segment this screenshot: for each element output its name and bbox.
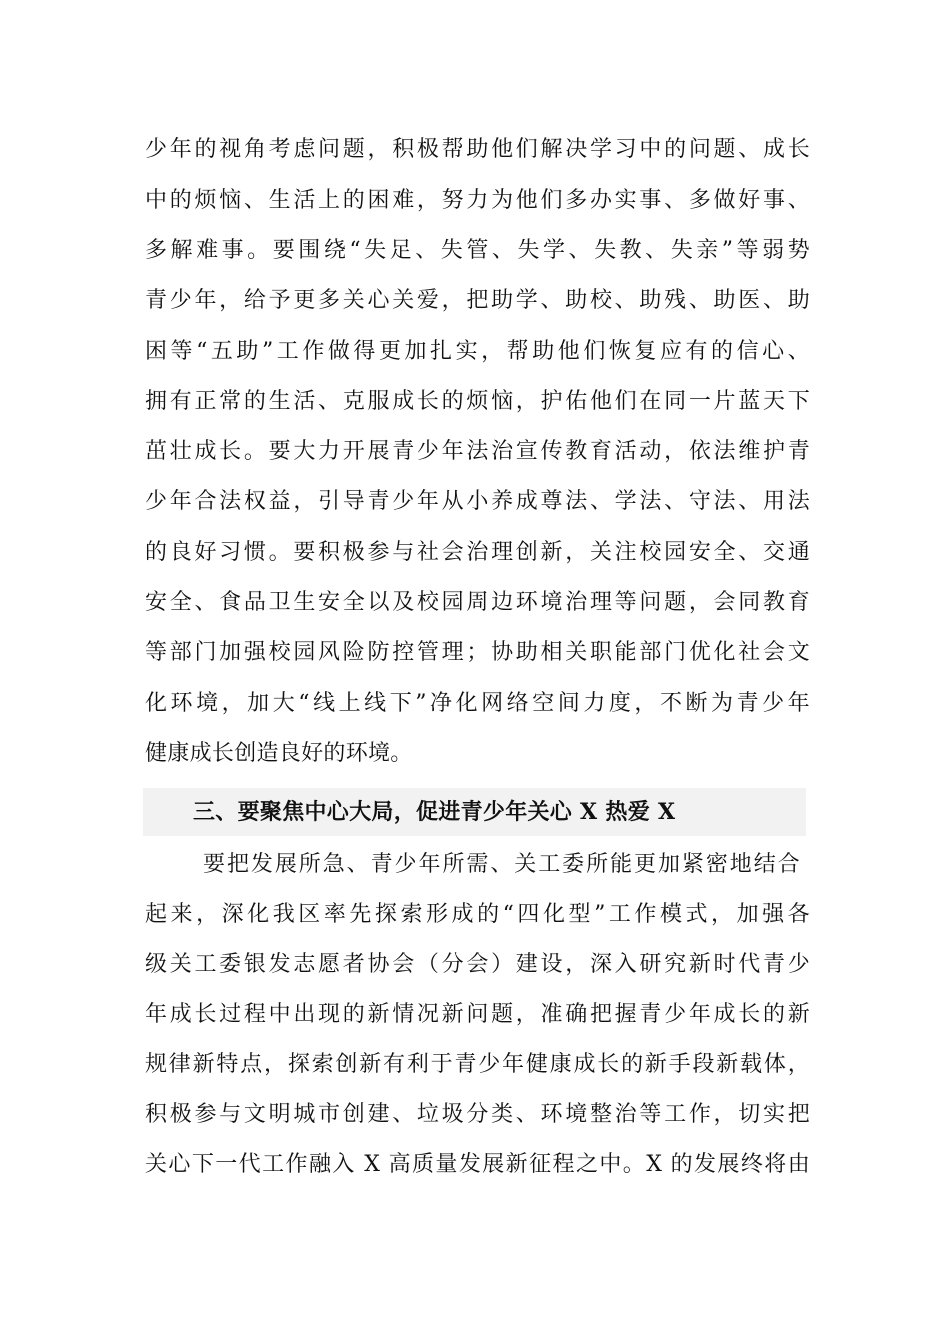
paragraph-line: 的良好习惯。要积极参与社会治理创新，关注校园安全、交通 — [145, 540, 810, 565]
paragraph-line: 健康成长创造良好的环境。 — [145, 741, 413, 766]
paragraph-line: 拥有正常的生活、克服成长的烦恼，护佑他们在同一片蓝天下 — [145, 389, 810, 414]
paragraph-line: 积极参与文明城市创建、垃圾分类、环境整治等工作，切实把 — [145, 1102, 810, 1127]
paragraph-line: 多解难事。要围绕“失足、失管、失学、失教、失亲”等弱势 — [145, 238, 810, 263]
section-heading: 三、要聚焦中心大局，促进青少年关心 X 热爱 X — [193, 799, 676, 825]
paragraph-line: 规律新特点，探索创新有利于青少年健康成长的新手段新载体， — [145, 1052, 810, 1077]
paragraph-line: 化环境，加大“线上线下”净化网络空间力度，不断为青少年 — [145, 691, 810, 716]
paragraph-line: 年成长过程中出现的新情况新问题，准确把握青少年成长的新 — [145, 1002, 810, 1027]
paragraph-line: 茁壮成长。要大力开展青少年法治宣传教育活动，依法维护青 — [145, 439, 810, 464]
paragraph-line: 起来，深化我区率先探索形成的“四化型”工作模式，加强各 — [145, 902, 810, 927]
paragraph-line: 少年的视角考虑问题，积极帮助他们解决学习中的问题、成长 — [145, 137, 810, 162]
paragraph-line: 困等“五助”工作做得更加扎实，帮助他们恢复应有的信心、 — [145, 339, 810, 364]
paragraph-line: 安全、食品卫生安全以及校园周边环境治理等问题，会同教育 — [145, 590, 810, 615]
paragraph-line: 关心下一代工作融入 X 高质量发展新征程之中。X 的发展终将由 — [145, 1152, 810, 1177]
paragraph-line: 中的烦恼、生活上的困难，努力为他们多办实事、多做好事、 — [145, 188, 810, 213]
paragraph-line: 青少年，给予更多关心关爱，把助学、助校、助残、助医、助 — [145, 288, 810, 313]
paragraph-line: 等部门加强校园风险防控管理；协助相关职能部门优化社会文 — [145, 640, 810, 665]
paragraph-line: 要把发展所急、青少年所需、关工委所能更加紧密地结合 — [203, 852, 800, 877]
paragraph-line: 少年合法权益，引导青少年从小养成尊法、学法、守法、用法 — [145, 489, 810, 514]
paragraph-line: 级关工委银发志愿者协会（分会）建设，深入研究新时代青少 — [145, 952, 810, 977]
